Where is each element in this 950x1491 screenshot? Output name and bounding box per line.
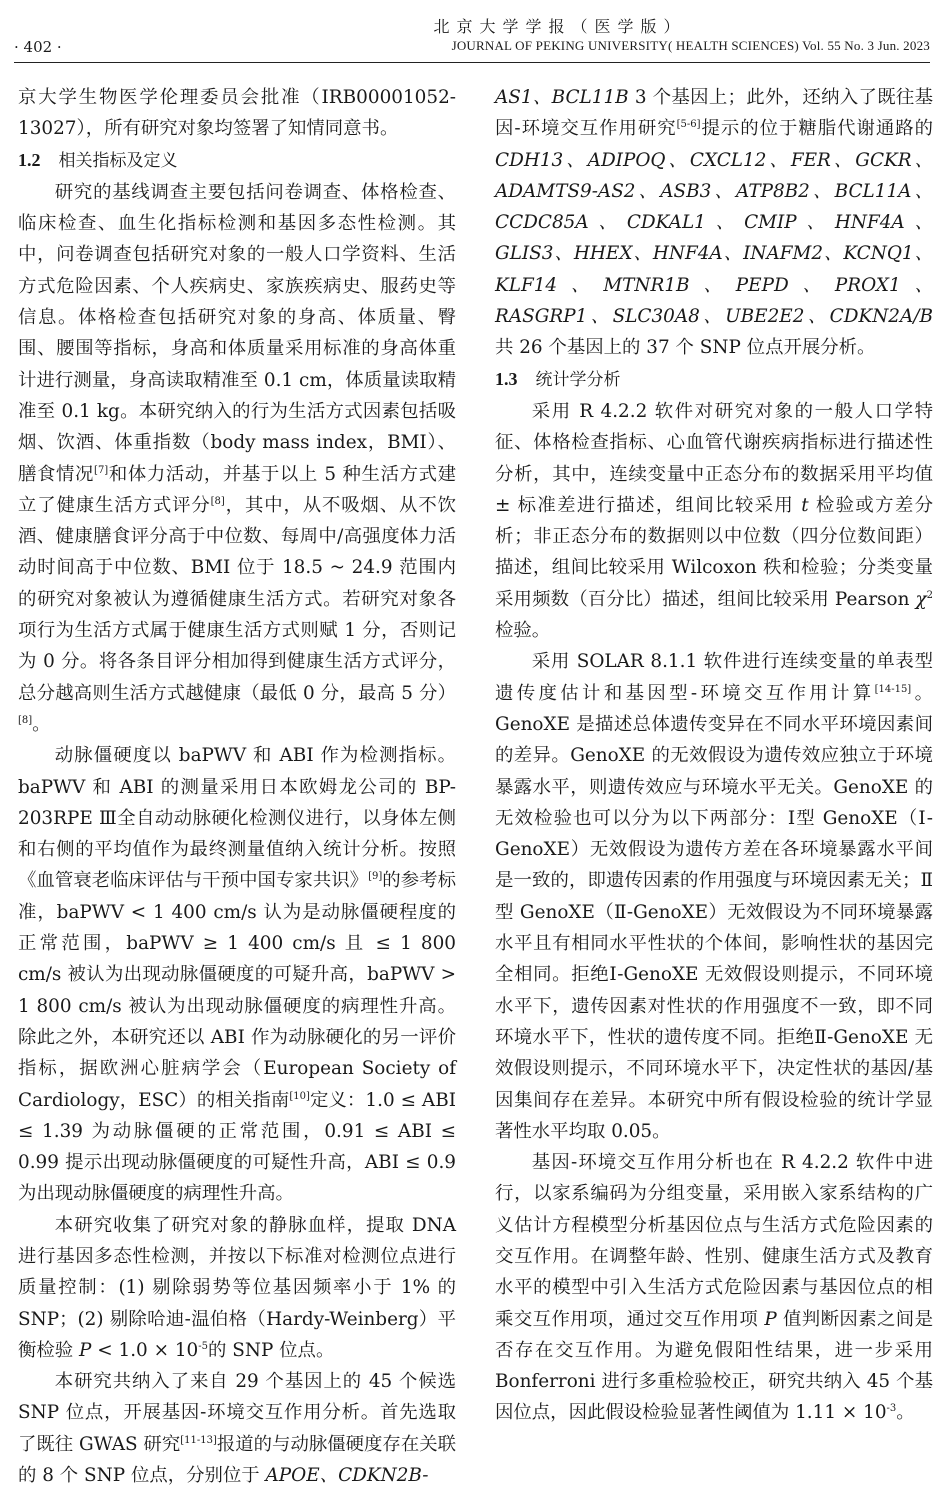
section-heading-1-2: 1.2 相关指标及定义 (18, 149, 178, 171)
paragraph-interaction: 基因-环境交互作用分析也在 R 4.2.2 软件中进行，以家系编码为分组变量，采用嵌入家系结构的广义估计方程模型分析基因位点与生活方式危险因素的交互作用。在调整年龄、性别、健康生活方式及教育水平的模型中引入生活方式危险因素与基因位点的相乘交互作用项，通过交互作用项 P 值判断因素之间是否存在交互作用。为避免假阳性结果，进一步采用 Bonferroni 进行多重检验校正，研究共纳入 45 个基因位点，因此假设检验显著性阈值为 $1.11 \times 10^{-3}$。 (495, 1152, 933, 1424)
journal-title-cn: 北京大学学报（医学版） (433, 17, 687, 36)
paragraph-ethics: 京大学生物医学伦理委员会批准（IRB00001052-13027），所有研究对象均签署了知情同意书。 (18, 87, 456, 140)
paragraph-stats: 采用 R 4.2.2 软件对研究对象的一般人口学特征、体格检查指标、心血管代谢疾病指标进行描述性分析，其中，连续变量中正态分布的数据采用平均值 ± 标准差进行描述，组间比较采用 t 检验或方差分析；非正态分布的数据则以中位数（四分位数间距）描述，组间比较采用 Wilcoxon 秩和检验；分类变量采用频数（百分比）描述，组间比较采用 Pearson $\chi^2$ 检验。 (495, 400, 933, 642)
paragraph-solar: 采用 SOLAR 8.1.1 软件进行连续变量的单表型遗传度估计和基因型-环境交互作用计算[14-15]。GenoXE 是描述总体遗传变异在不同水平环境因素间的差异。GenoXE 的无效假设为遗传效应独立于环境暴露水平，则遗传效应与环境水平无关。GenoXE 的无效检验也可以分为以下两部分：Ⅰ型 GenoXE（Ⅰ-GenoXE）无效假设为遗传方差在各环境暴露水平间是一致的，即遗传因素的作用强度与环境因素无关；Ⅱ型 GenoXE（Ⅱ-GenoXE）无效假设为不同环境暴露水平且有相同水平性状的个体间，影响性状的基因完全相同。拒绝Ⅰ-GenoXE 无效假设则提示，不同环境水平下，遗传因素对性状的作用强度不一致，即不同环境水平下，性状的遗传度不同。拒绝Ⅱ-GenoXE 无效假设则提示，不同环境水平下，决定性状的基因/基因集间存在差异。本研究中所有假设检验的统计学显著性水平均取 0.05。 (495, 651, 933, 1142)
running-header (0, 0, 950, 66)
citation: [9] (368, 871, 383, 883)
citation: [8] (210, 495, 225, 507)
paragraph-dna: 本研究收集了研究对象的静脉血样，提取 DNA 进行基因多态性检测，并按以下标准对检测位点进行质量控制：(1) 剔除弱势等位基因频率小于 1% 的 SNP；(2) 剔除哈迪-温伯格（Hardy-Weinberg）平衡检验 $P < 1.0 \times 10^{-5}$的 SNP 位点。 (18, 1214, 456, 1361)
left-column (18, 82, 456, 1491)
paragraph-stiffness: 动脉僵硬度以 baPWV 和 ABI 作为检测指标。baPWV 和 ABI 的测量采用日本欧姆龙公司的 BP-203RPE Ⅲ全自动动脉硬化检测仪进行，以身体左侧和右侧的平均值作为最终测量值纳入统计分析。按照《血管衰老临床评估与干预中国专家共识》[9]的参考标准，baPWV < 1 400 cm/s 认为是动脉僵硬程度的正常范围，baPWV ≥ 1 400 cm/s 且 ≤ 1 800 cm/s 被认为出现动脉僵硬度的可疑升高，baPWV > 1 800 cm/s 被认为出现动脉僵硬度的病理性升高。除此之外，本研究还以 ABI 作为动脉硬化的另一评价指标，据欧洲心脏病学会（European Society of Cardiology，ESC）的相关指南[10]定义：1.0 ≤ ABI ≤ 1.39 为动脉僵硬的正常范围，0.91 ≤ ABI ≤ 0.99 提示出现动脉僵硬度的可疑性升高，ABI ≤ 0.9 为出现动脉僵硬度的病理性升高。 (18, 745, 456, 1205)
citation: [8] (18, 714, 33, 726)
header-rule (14, 62, 930, 63)
paragraph-genes: AS1、BCL11B 3 个基因上；此外，还纳入了既往基因-环境交互作用研究[5-6]提示的位于糖脂代谢通路的 CDH13、ADIPOQ、CXCL12、FER、GCKR、ADAMTS9-AS2、ASB3、ATP8B2、BCL11A、CCDC85A、CDKAL1、CMIP、HNF4A、GLIS3、HHEX、HNF4A、INAFM2、KCNQ1、KLF14、MTNR1B、PEPD、PROX1、RASGRP1、SLC30A8、UBE2E2、CDKN2A/B 共 26 个基因上的 37 个 SNP 位点开展分析。 (495, 87, 933, 359)
citation: [11-13] (180, 1434, 217, 1446)
section-heading-1-3: 1.3 统计学分析 (495, 368, 621, 390)
citation: [7] (94, 464, 109, 476)
paragraph-baseline: 研究的基线调查主要包括问卷调查、体格检查、临床检查、血生化指标检测和基因多态性检测。其中，问卷调查包括研究对象的一般人口学资料、生活方式危险因素、个人疾病史、家族疾病史、服药史等信息。体格检查包括研究对象的身高、体质量、臀围、腰围等指标，身高和体质量采用标准的身高体重计进行测量，身高读取精准至 0.1 cm，体质量读取精准至 0.1 kg。本研究纳入的行为生活方式因素包括吸烟、饮酒、体重指数（body mass index，BMI）、膳食情况[7]和体力活动，并基于以上 5 种生活方式建立了健康生活方式评分[8]，其中，从不吸烟、从不饮酒、健康膳食评分高于中位数、每周中/高强度体力活动时间高于中位数、BMI 位于 18.5 ~ 24.9 范围内的研究对象被认为遵循健康生活方式。若研究对象各项行为生活方式属于健康生活方式则赋 1 分，否则记为 0 分。将各条目评分相加得到健康生活方式评分，总分越高则生活方式越健康（最低 0 分，最高 5 分）[8]。 (18, 181, 456, 735)
journal-title-en: JOURNAL OF PEKING UNIVERSITY( HEALTH SCIENCES) Vol. 55 No. 3 Jun. 2023 (451, 38, 930, 53)
page-number: · 402 · (14, 38, 62, 56)
paragraph-snp: 本研究共纳入了来自 29 个基因上的 45 个候选 SNP 位点，开展基因-环境交互作用分析。首先选取了既往 GWAS 研究[11-13]报道的与动脉僵硬度存在关联的 8 个 SNP 位点，分别位于 APOE、CDKN2B- (18, 1371, 456, 1487)
citation: [10] (289, 1090, 310, 1102)
right-column (495, 82, 933, 1429)
citation: [5-6] (676, 119, 701, 131)
citation: [14-15] (874, 683, 912, 695)
